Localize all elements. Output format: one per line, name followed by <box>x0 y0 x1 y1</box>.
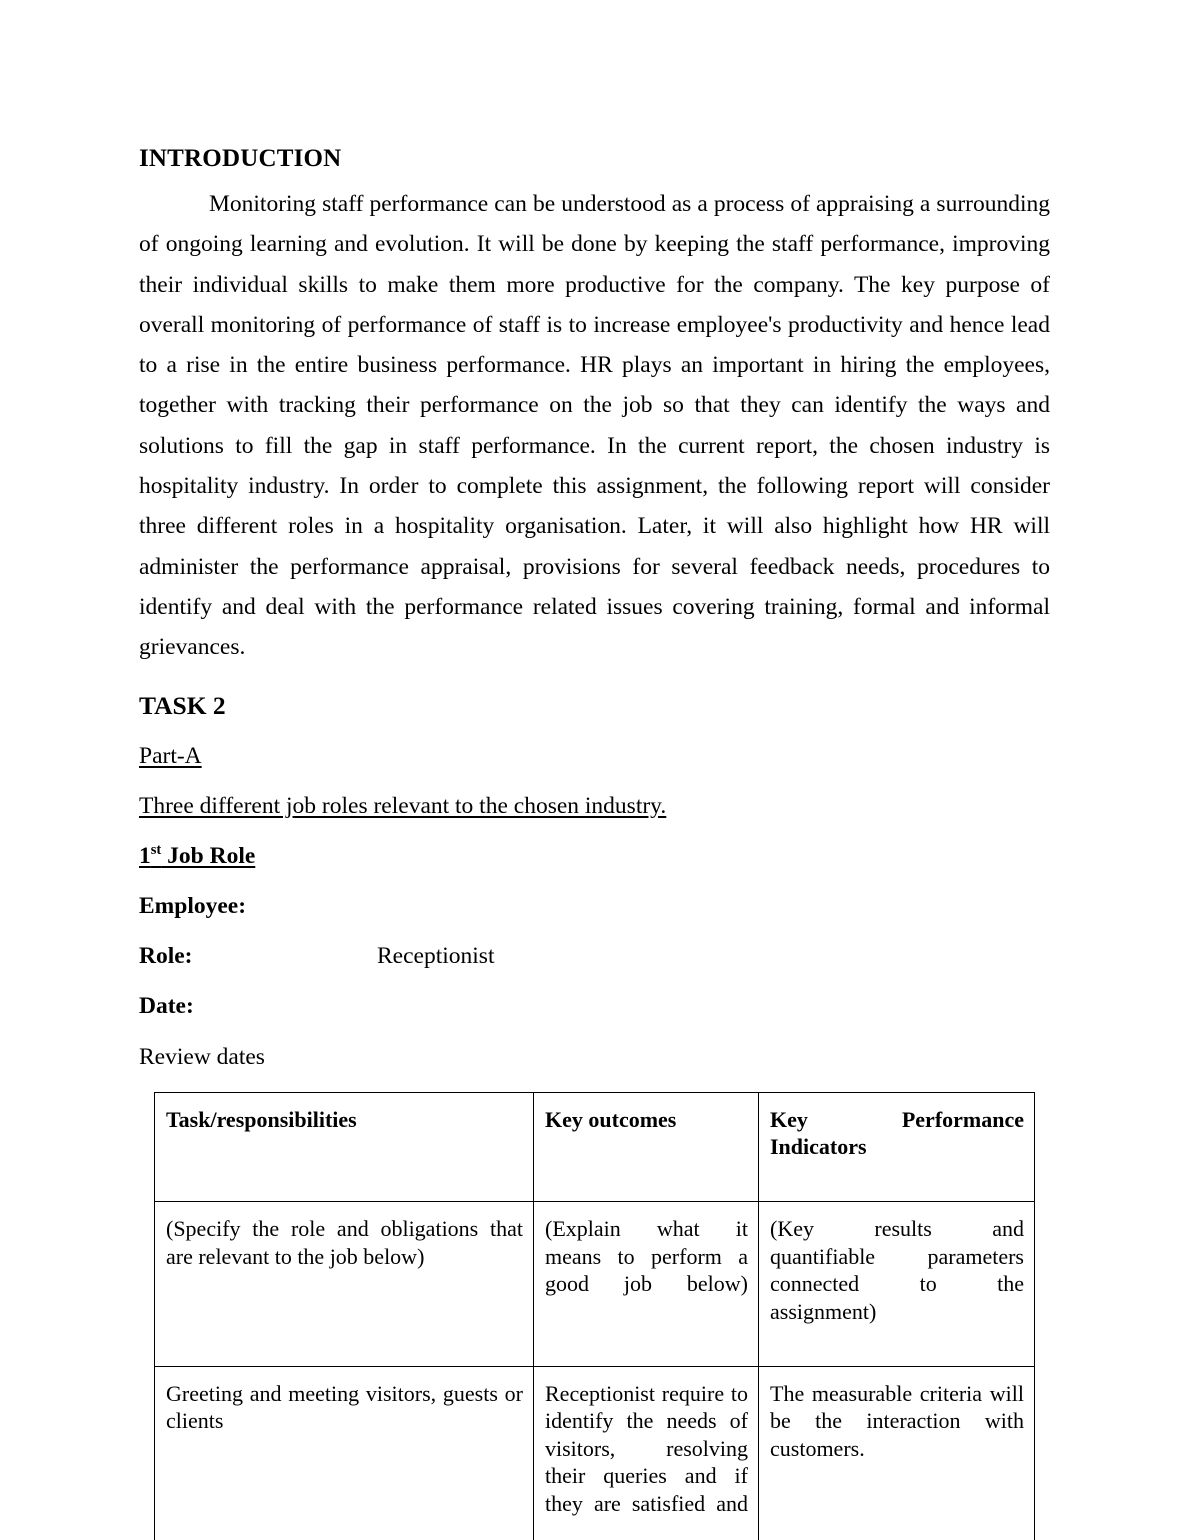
table-row <box>155 1202 1035 1367</box>
review-dates-label: Review dates <box>139 1043 265 1070</box>
table-cell-task: Greeting and meeting visitors, guests or clients <box>155 1366 534 1540</box>
table-header-outcomes: Key outcomes <box>534 1092 759 1202</box>
date-label: Date: <box>139 992 194 1019</box>
table-header-row <box>155 1092 1035 1202</box>
table-cell-task: (Specify the role and obligations that are relevant to the job below) <box>155 1202 534 1367</box>
part-label: Part-A <box>139 742 202 769</box>
job-role-heading <box>139 840 1050 873</box>
table-header-task: Task/responsibilities <box>155 1092 534 1202</box>
document-content <box>139 142 1050 1540</box>
role-value: Receptionist <box>377 942 495 969</box>
job-role-table <box>154 1092 1035 1540</box>
page-title: INTRODUCTION <box>139 145 342 172</box>
table-cell-kpi: The measurable criteria will be the interaction with customers. <box>759 1366 1035 1540</box>
part-subtitle: Three different job roles relevant to the chosen industry. <box>139 792 667 819</box>
role-field-row <box>139 940 1050 973</box>
table-cell-kpi: (Key results and quantifiable parameters connected to the assignment) <box>759 1202 1035 1367</box>
table-header-kpi: Key Performance Indicators <box>759 1092 1035 1202</box>
intro-paragraph: Monitoring staff performance can be understood as a process of appraising a surrounding of ongoing learning and evolution. It will be done by keeping the staff performance, improving their individual skills to make them more productive for the company. The key purpose of overall monitoring of performance of staff is to increase employee's productivity and hence lead to a rise in the entire business performance. HR plays an important in hiring the employees, together with tracking their performance on the job so that they can identify the ways and solutions to fill the gap in staff performance. In the current report, the chosen industry is hospitality industry. In order to complete this assignment, the following report will consider three different roles in a hospitality organisation. Later, it will also highlight how HR will administer the performance appraisal, provisions for several feedback needs, procedures to identify and deal with the performance related issues covering training, formal and informal grievances. <box>139 191 1050 661</box>
table-cell-outcome: Receptionist require to identify the needs of visitors, resolving their queries and if they are satisfied and <box>534 1366 759 1540</box>
job-role-ordinal-suffix: st <box>150 841 162 858</box>
table-cell-outcome: (Explain what it means to perform a good job below) <box>534 1202 759 1367</box>
job-role-text: Job Role <box>161 842 256 869</box>
job-role-number: 1 <box>139 842 151 869</box>
task-heading: TASK 2 <box>139 690 226 720</box>
employee-label: Employee: <box>139 892 247 919</box>
table-row <box>155 1366 1035 1540</box>
role-label: Role: <box>139 942 193 969</box>
